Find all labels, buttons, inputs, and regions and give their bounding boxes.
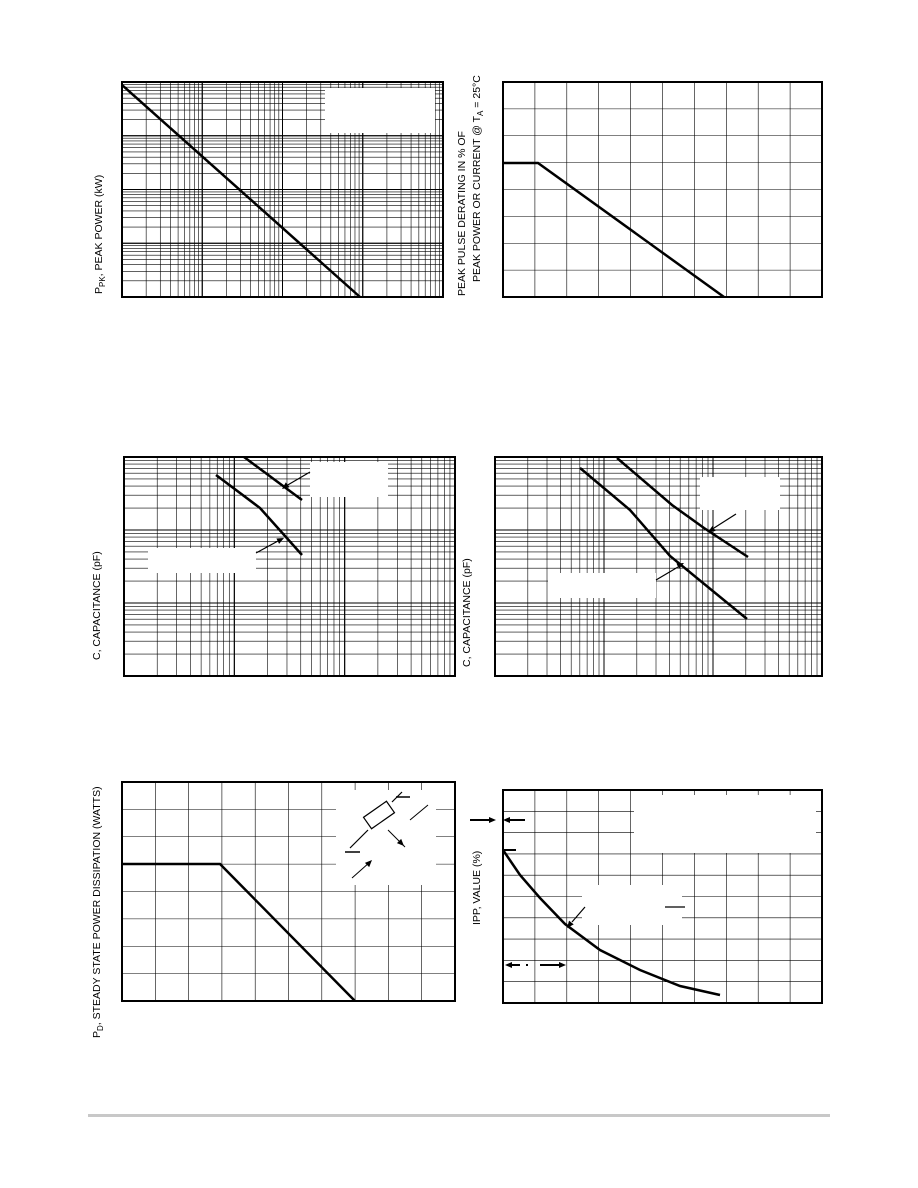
peak-marker-arrow bbox=[489, 817, 496, 823]
steady-state-ylabel: $P_D$, STEADY STATE POWER DISSIPATION (WATTS) bbox=[91, 786, 105, 1038]
ipp-ylabel: IPP, VALUE (%) bbox=[471, 850, 483, 925]
derating-ylabel-line2: PEAK POWER OR CURRENT @ $T_A = 25^\circ C$ bbox=[471, 75, 485, 282]
leader-arrow bbox=[708, 526, 716, 532]
leader-line bbox=[256, 541, 278, 553]
cap-left-ylabel: C, CAPACITANCE (pF) bbox=[91, 551, 103, 660]
peak-marker-arrow bbox=[503, 817, 510, 823]
footer-rule bbox=[88, 1114, 830, 1117]
derating-ylabel-line1: PEAK PULSE DERATING IN % OF bbox=[456, 131, 468, 296]
duration-arrow-left bbox=[505, 962, 512, 968]
ipp-curve-label-box bbox=[582, 885, 682, 925]
peak-power-ylabel: $P_{PK}$, PEAK POWER (kW) bbox=[93, 174, 107, 294]
derating-curve bbox=[503, 163, 724, 297]
cap-right-ylabel: C, CAPACITANCE (pF) bbox=[461, 558, 473, 667]
leader-line bbox=[656, 567, 678, 580]
cap-right-legend-box-b bbox=[548, 573, 656, 598]
cap-left-legend-box-a bbox=[310, 462, 388, 497]
peak-power-curve bbox=[122, 85, 360, 297]
steady-state-curve bbox=[122, 864, 355, 1001]
duration-arrow-right bbox=[559, 962, 566, 968]
cap-left-legend-box-b bbox=[148, 548, 256, 573]
peak-power-note-box bbox=[325, 88, 435, 133]
leader-line bbox=[714, 514, 736, 528]
cap-right-legend-box-a bbox=[700, 477, 780, 510]
ipp-note-box bbox=[634, 795, 816, 853]
derating-chart bbox=[503, 82, 822, 297]
cap-left-curve-upper bbox=[244, 457, 302, 500]
